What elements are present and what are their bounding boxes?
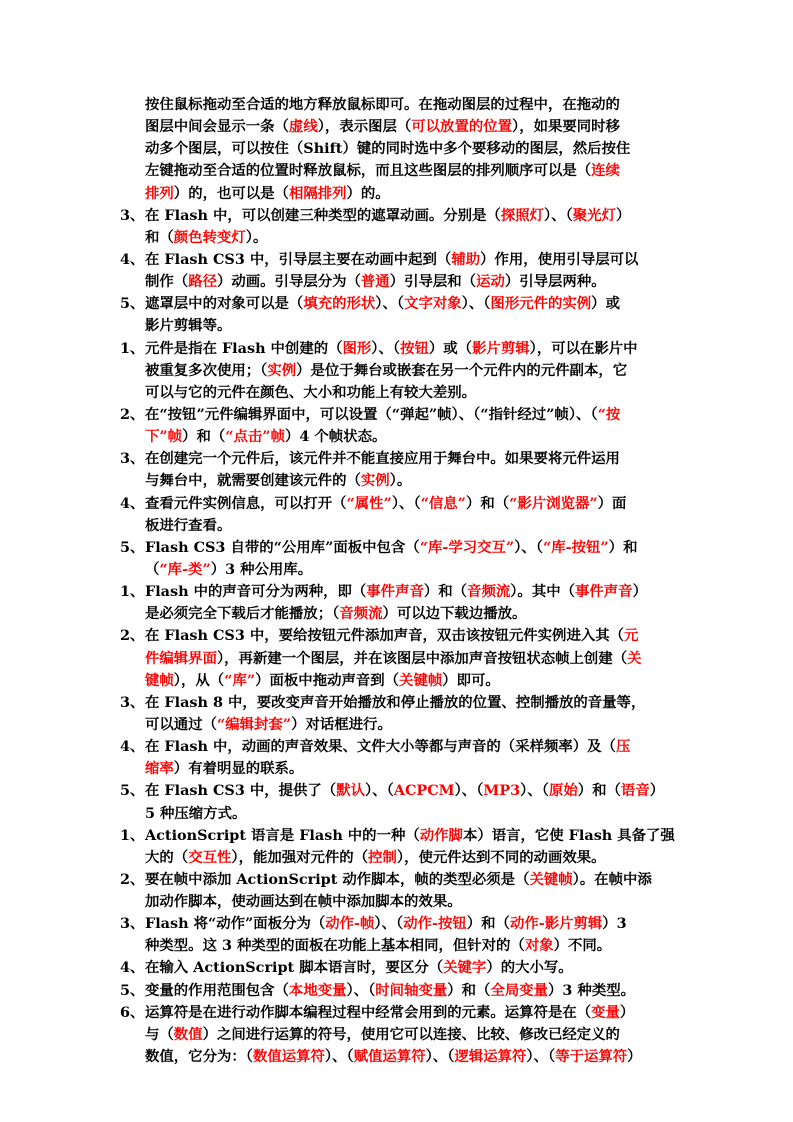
answer-highlight: 填充的形状 <box>303 295 376 313</box>
text-line <box>0 758 793 780</box>
answer-highlight: 相隔排列 <box>288 184 347 202</box>
item-number: 1、 <box>120 339 145 357</box>
answer-highlight: “影片浏览器” <box>509 494 598 512</box>
line-text <box>145 116 620 138</box>
text-segment: ） <box>615 206 631 224</box>
item-number: 2、 <box>120 627 145 645</box>
text-line <box>0 493 793 515</box>
line-text <box>145 515 231 537</box>
line-text <box>145 382 476 404</box>
text-segment: ）作用，使用引导层可以 <box>480 250 639 268</box>
text-segment: ）有着明显的联系。 <box>173 760 304 778</box>
text-segment: 元件是指在 Flash 中创建的（ <box>145 339 343 357</box>
text-line <box>0 116 793 138</box>
item-number: 3、 <box>120 450 145 468</box>
text-segment: 变量的作用范围包含（ <box>145 981 289 999</box>
text-line <box>0 470 793 492</box>
answer-highlight: 语音 <box>620 782 650 800</box>
text-segment: ）面 <box>597 494 627 512</box>
text-line <box>0 293 793 315</box>
line-text <box>145 493 626 515</box>
line-text <box>145 249 638 271</box>
line-text <box>145 603 526 625</box>
answer-highlight: 音频流 <box>467 583 511 601</box>
text-segment: ）和（ <box>466 915 510 933</box>
text-segment: 图层中间会显示一条（ <box>145 118 289 136</box>
line-text <box>145 293 620 315</box>
answer-highlight: 交互性 <box>188 848 232 866</box>
line-text <box>145 338 638 360</box>
text-segment: Flash 中的声音可分为两种，即（ <box>145 583 367 601</box>
item-number: 3、 <box>120 915 145 933</box>
answer-highlight: 赋值运算符 <box>353 1048 426 1066</box>
text-segment: 影片剪辑等。 <box>145 317 232 335</box>
text-line <box>0 315 793 337</box>
text-segment: ）。 <box>245 228 268 246</box>
text-line <box>0 559 793 581</box>
line-text <box>145 980 635 1002</box>
text-line <box>0 625 793 647</box>
item-number: 4、 <box>120 494 145 512</box>
answer-highlight: 事件声音 <box>366 583 424 601</box>
line-text <box>145 426 386 448</box>
text-segment: ）或 <box>591 295 620 313</box>
text-line <box>0 382 793 404</box>
text-line <box>0 891 793 913</box>
text-line <box>0 581 793 603</box>
line-text <box>145 581 647 603</box>
answer-highlight: 辅助 <box>451 250 481 268</box>
answer-highlight: 关键字 <box>443 959 487 977</box>
text-segment: ），能加强对元件的（ <box>231 848 369 866</box>
item-number: 3、 <box>120 693 145 711</box>
answer-highlight: “点击”帧 <box>225 428 285 446</box>
text-segment: ）、（ <box>391 494 421 512</box>
text-segment: 在 Flash 中，动画的声音效果、文件大小等都与声音的（采样频率）及（ <box>145 738 616 756</box>
document-body <box>0 94 793 1068</box>
text-line <box>0 648 793 670</box>
text-segment: ）、（ <box>425 1048 455 1066</box>
answer-highlight: 动作-帧 <box>325 915 375 933</box>
line-text <box>145 957 573 979</box>
answer-highlight: 虚线 <box>288 118 318 136</box>
answer-highlight: “信息” <box>420 494 466 512</box>
text-segment: （ <box>145 560 160 578</box>
item-number: 5、 <box>120 981 145 999</box>
text-segment: ）3 种公用库。 <box>210 560 313 578</box>
answer-highlight: 原始 <box>548 782 578 800</box>
answer-highlight: 控制 <box>368 848 397 866</box>
answer-highlight: “按 <box>597 405 621 423</box>
line-text <box>145 891 462 913</box>
item-number: 2、 <box>120 405 145 423</box>
text-line <box>0 227 793 249</box>
text-segment: 在 Flash 中，可以创建三种类型的遮罩动画。分别是（ <box>145 206 501 224</box>
line-text <box>145 448 620 470</box>
answer-highlight: 本地变量 <box>288 981 347 999</box>
line-text <box>145 360 627 382</box>
answer-highlight: “属性” <box>346 494 392 512</box>
item-number: 4、 <box>120 738 145 756</box>
text-segment: ）、（ <box>324 1048 354 1066</box>
text-segment: ）不同。 <box>553 937 612 955</box>
text-segment: 在创建完一个元件后，该元件并不能直接应用于舞台中。如果要将元件运用 <box>145 450 620 468</box>
text-segment: 制作（ <box>145 273 189 291</box>
answer-highlight: 影片剪辑 <box>472 339 530 357</box>
answer-highlight: “库” <box>224 671 256 689</box>
line-text <box>145 847 606 869</box>
line-text <box>145 670 500 692</box>
text-segment: ）的大小写。 <box>486 959 573 977</box>
answer-highlight: 数值 <box>173 1025 203 1043</box>
text-segment: ），如果要同时移 <box>512 118 620 136</box>
line-text <box>145 625 638 647</box>
line-text <box>145 935 611 957</box>
answer-highlight: 逻辑运算符 <box>454 1048 527 1066</box>
item-number: 3、 <box>120 206 145 224</box>
answer-highlight: 图形元件的实例 <box>490 295 592 313</box>
answer-highlight: 数值运算符 <box>252 1048 325 1066</box>
text-segment: ）即可。 <box>442 671 500 689</box>
text-segment: ）、（ <box>346 981 376 999</box>
answer-highlight: 音频流 <box>339 605 383 623</box>
item-number: 5、 <box>120 538 145 556</box>
text-line <box>0 160 793 182</box>
text-segment: ）之间进行运算的符号，使用它可以连接、比较、修改已经定义的 <box>202 1025 620 1043</box>
answer-highlight: 默认 <box>336 782 365 800</box>
text-segment: ）的。 <box>346 184 390 202</box>
answer-highlight: ACPCM <box>393 782 455 800</box>
answer-highlight: 关 <box>627 649 642 667</box>
answer-highlight: 实例 <box>267 361 297 379</box>
answer-highlight: 探照灯 <box>500 206 544 224</box>
text-segment: ），表示图层（ <box>317 118 412 136</box>
item-number: 1、 <box>120 826 145 844</box>
text-segment: 种类型。这 3 种类型的面板在功能上基本相同，但针对的（ <box>145 937 525 955</box>
text-segment: 在 Flash 8 中，要改变声音开始播放和停止播放的位置、控制播放的音量等， <box>145 693 646 711</box>
text-segment: 在 Flash CS3 中，提供了（ <box>145 782 337 800</box>
text-segment: ）4 个帧状态。 <box>284 428 387 446</box>
text-segment: 在输入 ActionScript 脚本语言时，要区分（ <box>145 959 444 977</box>
line-text <box>145 1002 634 1024</box>
text-segment: ）3 <box>602 915 627 933</box>
line-text <box>145 404 620 426</box>
text-segment: ）、（ <box>371 339 401 357</box>
text-line <box>0 338 793 360</box>
answer-highlight: 动作-按钮 <box>403 915 467 933</box>
text-segment: ）动画。引导层分为（ <box>216 273 361 291</box>
text-line <box>0 1002 793 1024</box>
text-line <box>0 935 793 957</box>
item-number: 5、 <box>120 782 145 800</box>
line-text <box>145 271 606 293</box>
text-segment: 被重复多次使用；（ <box>145 361 268 379</box>
text-segment: 加动作脚本，使动画达到在帧中添加脚本的效果。 <box>145 893 462 911</box>
text-line <box>0 847 793 869</box>
text-line <box>0 1046 793 1068</box>
line-text <box>145 227 267 249</box>
item-number: 5、 <box>120 295 145 313</box>
text-segment: 动多个图层，可以按住（Shift）键的同时选中多个要移动的图层，然后按住 <box>145 140 631 158</box>
text-segment: ）和（ <box>577 782 621 800</box>
text-line <box>0 957 793 979</box>
answer-highlight: “库-学习交互” <box>419 538 515 556</box>
text-segment: 与舞台中，就需要创建该元件的（ <box>145 472 361 490</box>
answer-highlight: 等于运算符 <box>555 1048 628 1066</box>
text-segment: Flash CS3 自带的“公用库”面板中包含（ <box>145 538 420 556</box>
text-segment: ）、（ <box>454 782 484 800</box>
answer-highlight: 事件声音 <box>575 583 633 601</box>
text-segment: 本）语言，它使 Flash 具备了强 <box>462 826 675 844</box>
line-text <box>145 736 630 758</box>
text-line <box>0 205 793 227</box>
answer-highlight: 图形 <box>342 339 372 357</box>
line-text <box>145 803 246 825</box>
answer-highlight: 缩率 <box>145 760 174 778</box>
text-segment: 在 Flash CS3 中，要给按钮元件添加声音，双击该按钮元件实例进入其（ <box>145 627 625 645</box>
text-segment: 可以与它的元件在颜色、大小和功能上有较大差别。 <box>145 383 476 401</box>
answer-highlight: 实例 <box>360 472 390 490</box>
answer-highlight: “库-类” <box>159 560 211 578</box>
line-text <box>145 537 637 559</box>
line-text <box>145 1024 620 1046</box>
text-segment: 与（ <box>145 1025 174 1043</box>
text-segment: ） <box>649 782 665 800</box>
text-segment: ）和（ <box>447 981 491 999</box>
text-segment: ），再新建一个图层，并在该图层中添加声音按钮状态帧上创建（ <box>216 649 628 667</box>
text-segment: ）、（ <box>365 782 394 800</box>
text-line <box>0 448 793 470</box>
text-segment: ）和（ <box>182 428 226 446</box>
text-line <box>0 360 793 382</box>
text-segment: ）3 种类型。 <box>548 981 635 999</box>
answer-highlight: “库-按钮” <box>542 538 609 556</box>
text-segment: ）和 <box>608 538 638 556</box>
text-segment: ）、（ <box>374 915 404 933</box>
line-text <box>145 205 630 227</box>
answer-highlight: 连续 <box>591 162 620 180</box>
text-line <box>0 980 793 1002</box>
text-segment: ）或（ <box>428 339 473 357</box>
answer-highlight: 下”帧 <box>145 428 183 446</box>
item-number: 6、 <box>120 1003 145 1021</box>
text-line <box>0 825 793 847</box>
item-number: 2、 <box>120 870 145 888</box>
answer-highlight: 聚光灯 <box>572 206 616 224</box>
text-line <box>0 183 793 205</box>
line-text <box>145 183 390 205</box>
text-segment: 数值，它分为：（ <box>145 1048 253 1066</box>
text-segment: ）引导层两种。 <box>504 273 606 291</box>
answer-highlight: 文字对象 <box>404 295 462 313</box>
text-segment: 运算符是在进行动作脚本编程过程中经常会用到的元素。运算符是在（ <box>145 1003 592 1021</box>
text-segment: 5 种压缩方式。 <box>145 804 247 822</box>
text-line <box>0 138 793 160</box>
text-line <box>0 404 793 426</box>
item-number: 1、 <box>120 583 145 601</box>
answer-highlight: 普通 <box>360 273 390 291</box>
item-number: 4、 <box>120 959 145 977</box>
text-segment: Flash 将“动作”面板分为（ <box>145 915 326 933</box>
text-segment: 和（ <box>145 228 174 246</box>
text-segment: ）。 <box>389 472 412 490</box>
text-segment: ）、（ <box>461 295 491 313</box>
answer-highlight: 对象 <box>524 937 554 955</box>
text-line <box>0 271 793 293</box>
line-text <box>145 470 411 492</box>
text-segment: ）引导层和（ <box>389 273 477 291</box>
line-text <box>145 825 675 847</box>
text-segment: ），可以在影片中 <box>529 339 638 357</box>
text-segment: ）和（ <box>423 583 468 601</box>
text-segment: ）、（ <box>375 295 405 313</box>
line-text <box>145 315 231 337</box>
answer-highlight: 关键帧 <box>529 870 573 888</box>
answer-highlight: 路径 <box>188 273 217 291</box>
line-text <box>145 1046 642 1068</box>
text-segment: 在“按钮”元件编辑界面中，可以设置（“弹起”帧）、（“指针经过”帧）、（ <box>145 405 598 423</box>
answer-highlight: 变量 <box>591 1003 620 1021</box>
text-segment: ）对话框进行。 <box>291 715 392 733</box>
text-segment: 在 Flash CS3 中，引导层主要在动画中起到（ <box>145 250 452 268</box>
item-number: 4、 <box>120 250 145 268</box>
text-segment: 要在帧中添加 ActionScript 动作脚本，帧的类型必须是（ <box>145 870 530 888</box>
text-segment: 大的（ <box>145 848 189 866</box>
text-line <box>0 249 793 271</box>
text-segment: ）。在帧中添 <box>572 870 652 888</box>
text-segment: 按住鼠标拖动至合适的地方释放鼠标即可。在拖动图层的过程中，在拖动的 <box>145 96 620 113</box>
text-line <box>0 94 793 116</box>
text-line <box>0 670 793 692</box>
text-line <box>0 736 793 758</box>
text-segment: 左键拖动至合适的位置时释放鼠标，而且这些图层的排列顺序可以是（ <box>145 162 592 180</box>
text-line <box>0 692 793 714</box>
answer-highlight: 件编辑界面 <box>145 649 217 667</box>
text-line <box>0 537 793 559</box>
text-line <box>0 780 793 802</box>
text-segment: ）、（ <box>526 1048 556 1066</box>
line-text <box>145 869 652 891</box>
text-segment: 遮罩层中的对象可以是（ <box>145 295 304 313</box>
text-segment: ActionScript 语言是 Flash 中的一种（ <box>145 826 420 844</box>
answer-highlight: 时间轴变量 <box>375 981 448 999</box>
text-line <box>0 603 793 625</box>
text-segment: ），使元件达到不同的动画效果。 <box>396 848 606 866</box>
line-text <box>145 692 645 714</box>
text-line <box>0 803 793 825</box>
answer-highlight: 动作脚 <box>419 826 463 844</box>
text-segment: 板进行查看。 <box>145 516 232 534</box>
line-text <box>145 648 642 670</box>
text-segment: ）、（ <box>520 782 549 800</box>
line-text <box>145 758 303 780</box>
text-line <box>0 515 793 537</box>
text-segment: ）可以边下载边播放。 <box>382 605 527 623</box>
text-line <box>0 869 793 891</box>
text-segment: ）面板中拖动声音到（ <box>255 671 400 689</box>
answer-highlight: 颜色转变灯 <box>173 228 246 246</box>
text-segment: ） <box>619 1003 635 1021</box>
answer-highlight: 键帧 <box>145 671 174 689</box>
line-text <box>145 94 620 116</box>
answer-highlight: 按钮 <box>400 339 429 357</box>
text-segment: 是必须完全下载后才能播放；（ <box>145 605 340 623</box>
line-text <box>145 160 620 182</box>
text-segment: ） <box>627 1048 642 1066</box>
answer-highlight: 可以放置的位置 <box>411 118 513 136</box>
text-segment: ）。其中（ <box>510 583 575 601</box>
text-segment: ）、（ <box>544 206 573 224</box>
line-text <box>145 714 392 736</box>
text-line <box>0 714 793 736</box>
line-text <box>145 913 627 935</box>
answer-highlight: MP3 <box>483 782 521 800</box>
line-text <box>145 559 312 581</box>
text-line <box>0 426 793 448</box>
text-segment: ）的，也可以是（ <box>173 184 289 202</box>
text-segment: 查看元件实例信息，可以打开（ <box>145 494 347 512</box>
line-text <box>145 138 630 160</box>
answer-highlight: 排列 <box>145 184 174 202</box>
text-segment: ）和（ <box>465 494 510 512</box>
text-line <box>0 1024 793 1046</box>
answer-highlight: 关键帧 <box>399 671 443 689</box>
text-segment: ），从（ <box>173 671 225 689</box>
line-text <box>145 780 664 802</box>
answer-highlight: 动作-影片剪辑 <box>509 915 603 933</box>
text-segment: ）是位于舞台或嵌套在另一个元件内的元件副本，它 <box>296 361 628 379</box>
text-line <box>0 913 793 935</box>
text-segment: ）、（ <box>514 538 543 556</box>
answer-highlight: 全局变量 <box>490 981 549 999</box>
answer-highlight: 运动 <box>476 273 505 291</box>
text-segment: 可以通过（ <box>145 715 217 733</box>
text-segment: ） <box>632 583 647 601</box>
answer-highlight: 元 <box>624 627 639 645</box>
answer-highlight: “编辑封套” <box>216 715 292 733</box>
answer-highlight: 压 <box>615 738 631 756</box>
